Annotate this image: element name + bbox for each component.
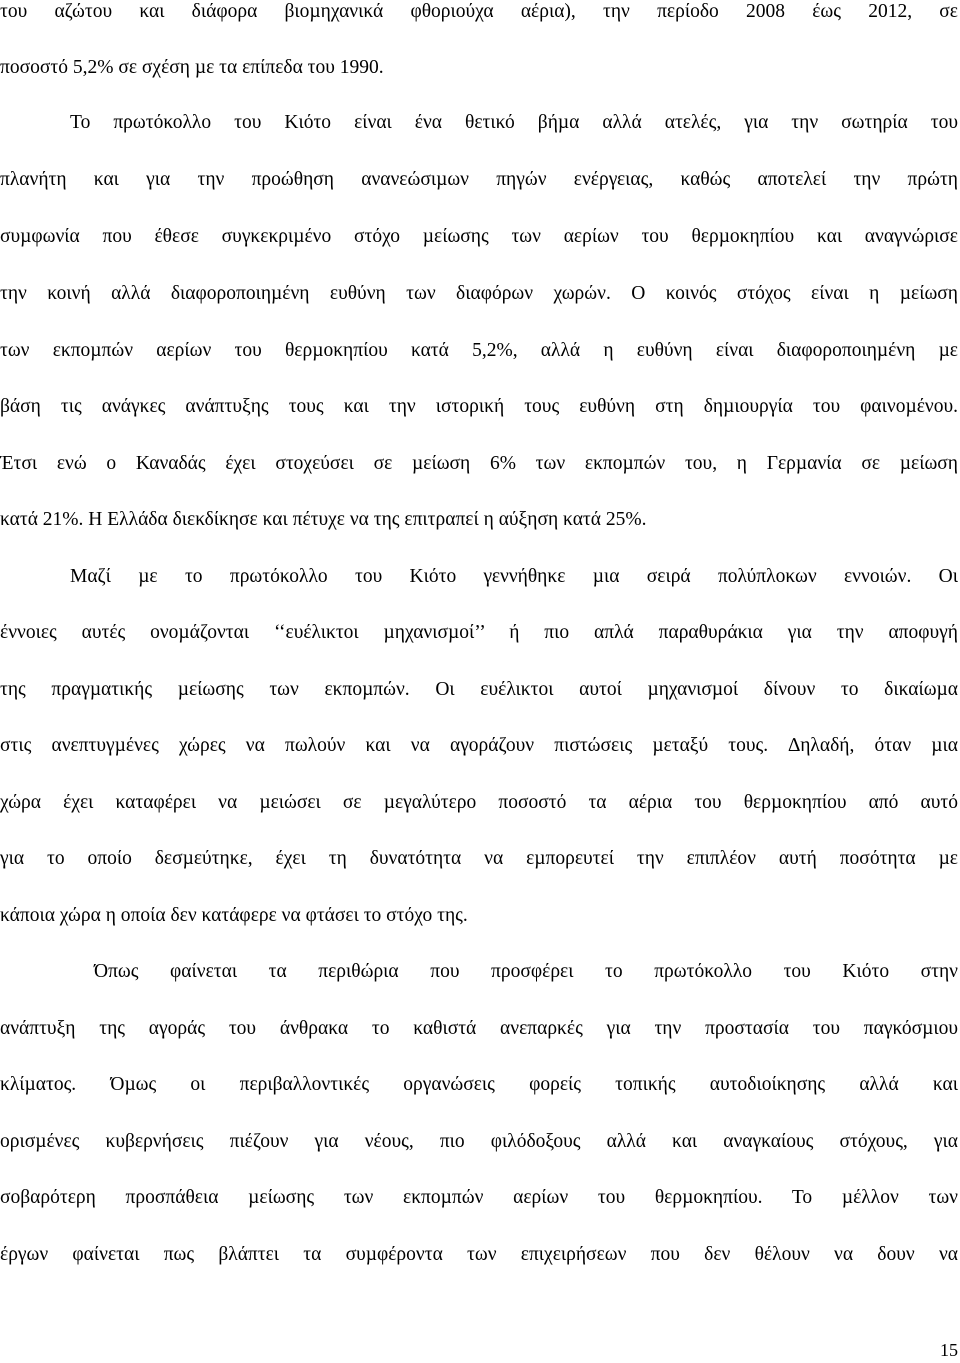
text-line-22: σοβαρότερη προσπάθεια µείωσης των εκποµπών αερίων του θερµοκηπίου. Το µέλλον των [0,1187,958,1208]
text-line-13: της πραγµατικής µείωσης των εκποµπών. Οι ευέλικτοι αυτοί µηχανισµοί δίνουν το δικαίωµα [0,679,958,700]
text-line-17: κάποια χώρα η οποία δεν κατάφερε να φτάσει το στόχο της. [0,905,468,926]
text-line-12: έννοιες αυτές ονοµάζονται ‘‘ευέλικτοι µηχανισµοί’’ ή πιο απλά παραθυράκια για την αποφυγή [0,622,958,643]
text-line-3: Το πρωτόκολλο του Κιότο είναι ένα θετικό βήµα αλλά ατελές, για την σωτηρία του [70,112,958,133]
text-line-4: πλανήτη και για την προώθηση ανανεώσιµων πηγών ενέργειας, καθώς αποτελεί την πρώτη [0,169,958,190]
text-line-19: ανάπτυξη της αγοράς του άνθρακα το καθιστά ανεπαρκές για την προστασία του παγκόσµιου [0,1018,958,1039]
text-line-14: στις ανεπτυγµένες χώρες να πωλούν και να αγοράζουν πιστώσεις µεταξύ τους. ∆ηλαδή, όταν µια [0,735,958,756]
text-line-2: ποσοστό 5,2% σε σχέση µε τα επίπεδα του 1990. [0,57,384,78]
page-number: 15 [940,1340,958,1360]
text-line-8: βάση τις ανάγκες ανάπτυξης τους και την ιστορική τους ευθύνη στη δηµιουργία του φαινοµένου. [0,396,958,417]
text-line-15: χώρα έχει καταφέρει να µειώσει σε µεγαλύτερο ποσοστό τα αέρια του θερµοκηπίου από αυτό [0,792,958,813]
text-line-20: κλίµατος. Όµως οι περιβαλλοντικές οργανώσεις φορείς τοπικής αυτοδιοίκησης αλλά και [0,1074,958,1095]
text-line-16: για το οποίο δεσµεύτηκε, έχει τη δυνατότητα να εµπορευτεί την επιπλέον αυτή ποσότητα µε [0,848,958,869]
text-line-23: έργων φαίνεται πως βλάπτει τα συµφέροντα των επιχειρήσεων που δεν θέλουν να δουν να [0,1244,958,1265]
text-line-21: ορισµένες κυβερνήσεις πιέζουν για νέους, πιο φιλόδοξους αλλά και αναγκαίους στόχους, για [0,1131,958,1152]
text-line-9: Έτσι ενώ ο Καναδάς έχει στοχεύσει σε µείωση 6% των εκποµπών του, η Γερµανία σε µείωση [0,453,958,474]
text-line-11: Μαζί µε το πρωτόκολλο του Κιότο γεννήθηκε µια σειρά πολύπλοκων εννοιών. Οι [70,566,958,587]
text-line-18: Όπως φαίνεται τα περιθώρια που προσφέρει το πρωτόκολλο του Κιότο στην [94,961,958,982]
text-line-1: του αζώτου και διάφορα βιοµηχανικά φθοριούχα αέρια), την περίοδο 2008 έως 2012, σε [0,1,958,22]
text-line-10: κατά 21%. Η Ελλάδα διεκδίκησε και πέτυχε να της επιτραπεί η αύξηση κατά 25%. [0,509,647,530]
text-line-7: των εκποµπών αερίων του θερµοκηπίου κατά 5,2%, αλλά η ευθύνη είναι διαφοροποιηµένη µε [0,340,958,361]
text-line-6: την κοινή αλλά διαφοροποιηµένη ευθύνη των διαφόρων χωρών. Ο κοινός στόχος είναι η µείωση [0,283,958,304]
text-line-5: συµφωνία που έθεσε συγκεκριµένο στόχο µείωσης των αερίων του θερµοκηπίου και αναγνώρισε [0,226,958,247]
